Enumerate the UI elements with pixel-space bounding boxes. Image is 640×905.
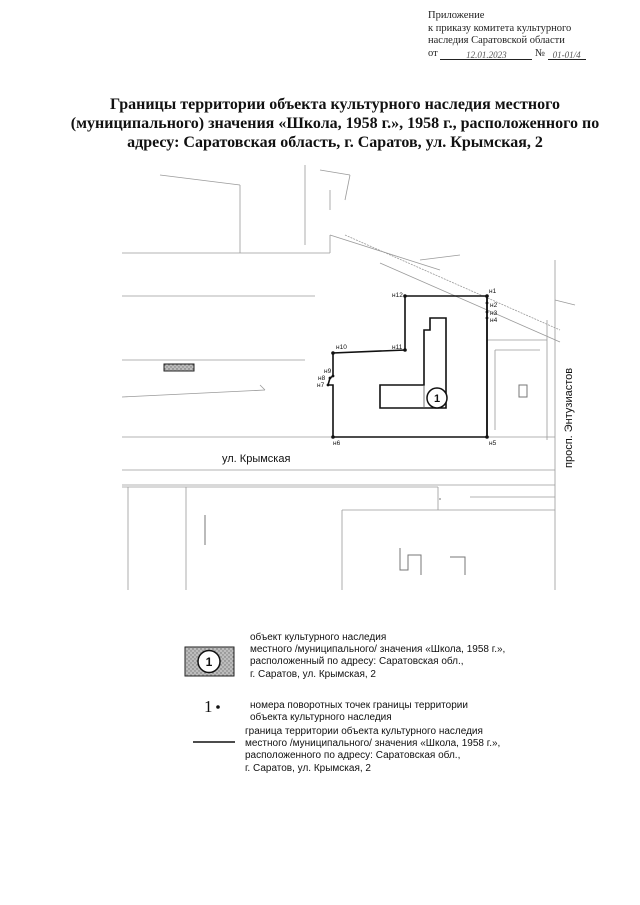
lower-block-buildings xyxy=(205,498,465,575)
legend-point-text xyxy=(250,700,468,724)
turning-point-n2 xyxy=(486,302,489,305)
legend-object-number: 1 xyxy=(205,655,213,669)
legend-object-symbol xyxy=(185,647,234,676)
label-n2: н2 xyxy=(490,302,498,309)
legend-point-line: номера поворотных точек границы территории xyxy=(250,700,468,711)
turning-point-n4 xyxy=(486,317,489,320)
legend-point-symbol xyxy=(204,697,220,716)
avenue-label-entuziastov: просп. Энтузиастов xyxy=(563,367,575,468)
turning-point-n7 xyxy=(327,384,330,387)
turning-point-n10 xyxy=(331,351,335,355)
legend-object-text xyxy=(250,632,505,681)
legend-object-line: объект культурного наследия xyxy=(250,632,387,643)
label-n12: н12 xyxy=(392,292,403,299)
surrounding-streets xyxy=(122,165,575,590)
date-prefix: от xyxy=(428,47,438,59)
label-n3: н3 xyxy=(490,310,498,317)
label-n5: н5 xyxy=(489,440,497,447)
document-title: Границы территории объекта культурного наследия местного (муниципального) значения «Школа, 1958 г.», 1958 г., расположенного по адресу: Саратовская область, г. Саратов, ул. Крымская, 2 xyxy=(70,96,600,151)
label-n6: н6 xyxy=(333,440,341,447)
label-n9: н9 xyxy=(324,368,332,375)
label-n11: н11 xyxy=(392,344,403,351)
legend-boundary-text xyxy=(245,726,500,775)
street-label-krymskaya: ул. Крымская xyxy=(222,453,291,465)
turning-point-n3 xyxy=(486,311,489,314)
number-prefix: № xyxy=(534,47,545,59)
neighbor-building-east xyxy=(519,385,527,397)
label-n7: н7 xyxy=(317,382,325,389)
legend-boundary-line-text: расположенного по адресу: Саратовская обл., xyxy=(245,750,461,762)
label-n4: н4 xyxy=(490,317,498,324)
number-value: 01-01/4 xyxy=(548,49,586,60)
legend-boundary-line-text: г. Саратов, ул. Крымская, 2 xyxy=(245,762,371,774)
label-n8: н8 xyxy=(318,375,326,382)
legend-object-line: расположенный по адресу: Саратовская обл., xyxy=(250,656,464,668)
object-marker xyxy=(427,388,447,408)
turning-point-n6 xyxy=(331,435,335,439)
turning-point-n9 xyxy=(332,375,335,378)
legend-point-number: 1 xyxy=(204,697,213,716)
turning-point-n5 xyxy=(485,435,489,439)
label-n10: н10 xyxy=(336,344,347,351)
appendix-line-3: наследия Саратовской области xyxy=(428,35,565,46)
legend-point-line: объекта культурного наследия xyxy=(250,712,392,724)
legend-boundary-line-text: граница территории объекта культурного наследия xyxy=(245,726,483,737)
date-value: 12.01.2023 xyxy=(440,49,532,60)
label-n1: н1 xyxy=(489,288,497,295)
turning-point-n8 xyxy=(329,377,332,380)
legend-object-line: местного /муниципального/ значения «Школа, 1958 г.», xyxy=(250,644,506,656)
turning-point-n11 xyxy=(403,348,407,352)
legend-boundary-line-text: местного /муниципального/ значения «Школа, 1958 г.», xyxy=(245,738,501,750)
appendix-line-1: Приложение xyxy=(428,10,485,21)
legend-object-line: г. Саратов, ул. Крымская, 2 xyxy=(250,668,376,680)
neighbor-building xyxy=(164,364,194,371)
appendix-line-2: к приказу комитета культурного xyxy=(428,22,572,34)
turning-points xyxy=(327,294,489,439)
object-marker-number: 1 xyxy=(433,393,441,405)
territory-boundary xyxy=(328,296,487,437)
turning-point-n12 xyxy=(403,294,407,298)
